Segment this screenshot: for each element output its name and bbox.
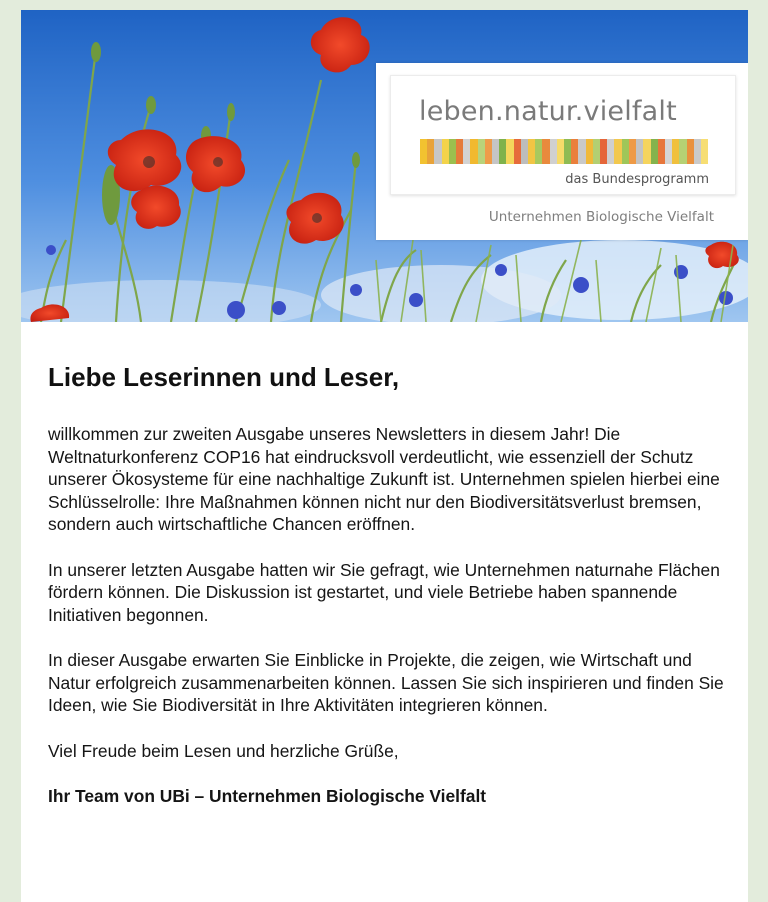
header-banner <box>21 10 748 322</box>
logo-stripe <box>463 139 470 164</box>
logo-stripe <box>485 139 492 164</box>
logo-stripe <box>672 139 679 164</box>
intro-paragraph: willkommen zur zweiten Ausgabe unseres Newsletters in diesem Jahr! Die Weltnaturkonferenz COP16 hat eindrucksvoll verdeutlicht, wie essenziell der Schutz unserer Ökosysteme für eine nachhaltige Zukunft ist. Unternehmen spielen hierbei eine Schlüsselrolle: Ihre Maßnahmen können nicht nur den Biodiversitätsverlust bremsen, sondern auch wirtschaftliche Chancen eröffnen. <box>48 424 720 534</box>
logo-color-stripes <box>420 139 708 164</box>
logo-stripe <box>607 139 614 164</box>
logo-title: leben.natur.vielfalt <box>419 96 677 127</box>
logo-stripe <box>622 139 629 164</box>
closing-paragraph: Viel Freude beim Lesen und herzliche Grüße, <box>48 740 399 761</box>
newsletter-card <box>21 10 748 902</box>
logo-stripe <box>456 139 463 164</box>
logo-stripe <box>550 139 557 164</box>
logo-stripe <box>694 139 701 164</box>
logo-stripe <box>542 139 549 164</box>
logo-stripe <box>499 139 506 164</box>
this-issue-paragraph: In dieser Ausgabe erwarten Sie Einblicke in Projekte, die zeigen, wie Wirtschaft und Natur erfolgreich zusammenarbeiten können. Lassen Sie sich inspirieren und finden Sie Ideen, wie Sie Biodiversität in Ihre Aktivitäten integrieren können. <box>48 650 724 715</box>
logo-stripe <box>564 139 571 164</box>
logo-stripe <box>557 139 564 164</box>
program-name: Unternehmen Biologische Vielfalt <box>488 209 714 225</box>
greeting-heading: Liebe Leserinnen und Leser, <box>48 362 400 392</box>
logo-stripe <box>701 139 708 164</box>
logo-stripe <box>427 139 434 164</box>
logo-stripe <box>442 139 449 164</box>
logo-stripe <box>593 139 600 164</box>
logo-stripe <box>506 139 513 164</box>
letter-content <box>48 362 738 831</box>
logo-stripe <box>679 139 686 164</box>
logo-stripe <box>514 139 521 164</box>
logo-stripe <box>434 139 441 164</box>
logo-stripe <box>535 139 542 164</box>
program-logo <box>376 63 748 240</box>
logo-stripe <box>470 139 477 164</box>
logo-panel <box>390 75 736 195</box>
logo-stripe <box>651 139 658 164</box>
logo-stripe <box>578 139 585 164</box>
logo-stripe <box>643 139 650 164</box>
signature: Ihr Team von UBi – Unternehmen Biologische Vielfalt <box>48 786 487 806</box>
logo-stripe <box>571 139 578 164</box>
logo-stripe <box>521 139 528 164</box>
logo-subtitle: das Bundesprogramm <box>565 172 709 187</box>
logo-stripe <box>528 139 535 164</box>
logo-stripe <box>449 139 456 164</box>
logo-stripe <box>478 139 485 164</box>
logo-stripe <box>629 139 636 164</box>
logo-stripe <box>586 139 593 164</box>
logo-stripe <box>636 139 643 164</box>
logo-stripe <box>492 139 499 164</box>
logo-stripe <box>600 139 607 164</box>
logo-stripe <box>420 139 427 164</box>
logo-stripe <box>665 139 672 164</box>
last-issue-paragraph: In unserer letzten Ausgabe hatten wir Sie gefragt, wie Unternehmen naturnahe Flächen fördern können. Die Diskussion ist gestartet, und viele Betriebe haben spannende Initiativen begonnen. <box>48 559 720 625</box>
logo-stripe <box>658 139 665 164</box>
logo-stripe <box>687 139 694 164</box>
logo-stripe <box>614 139 621 164</box>
